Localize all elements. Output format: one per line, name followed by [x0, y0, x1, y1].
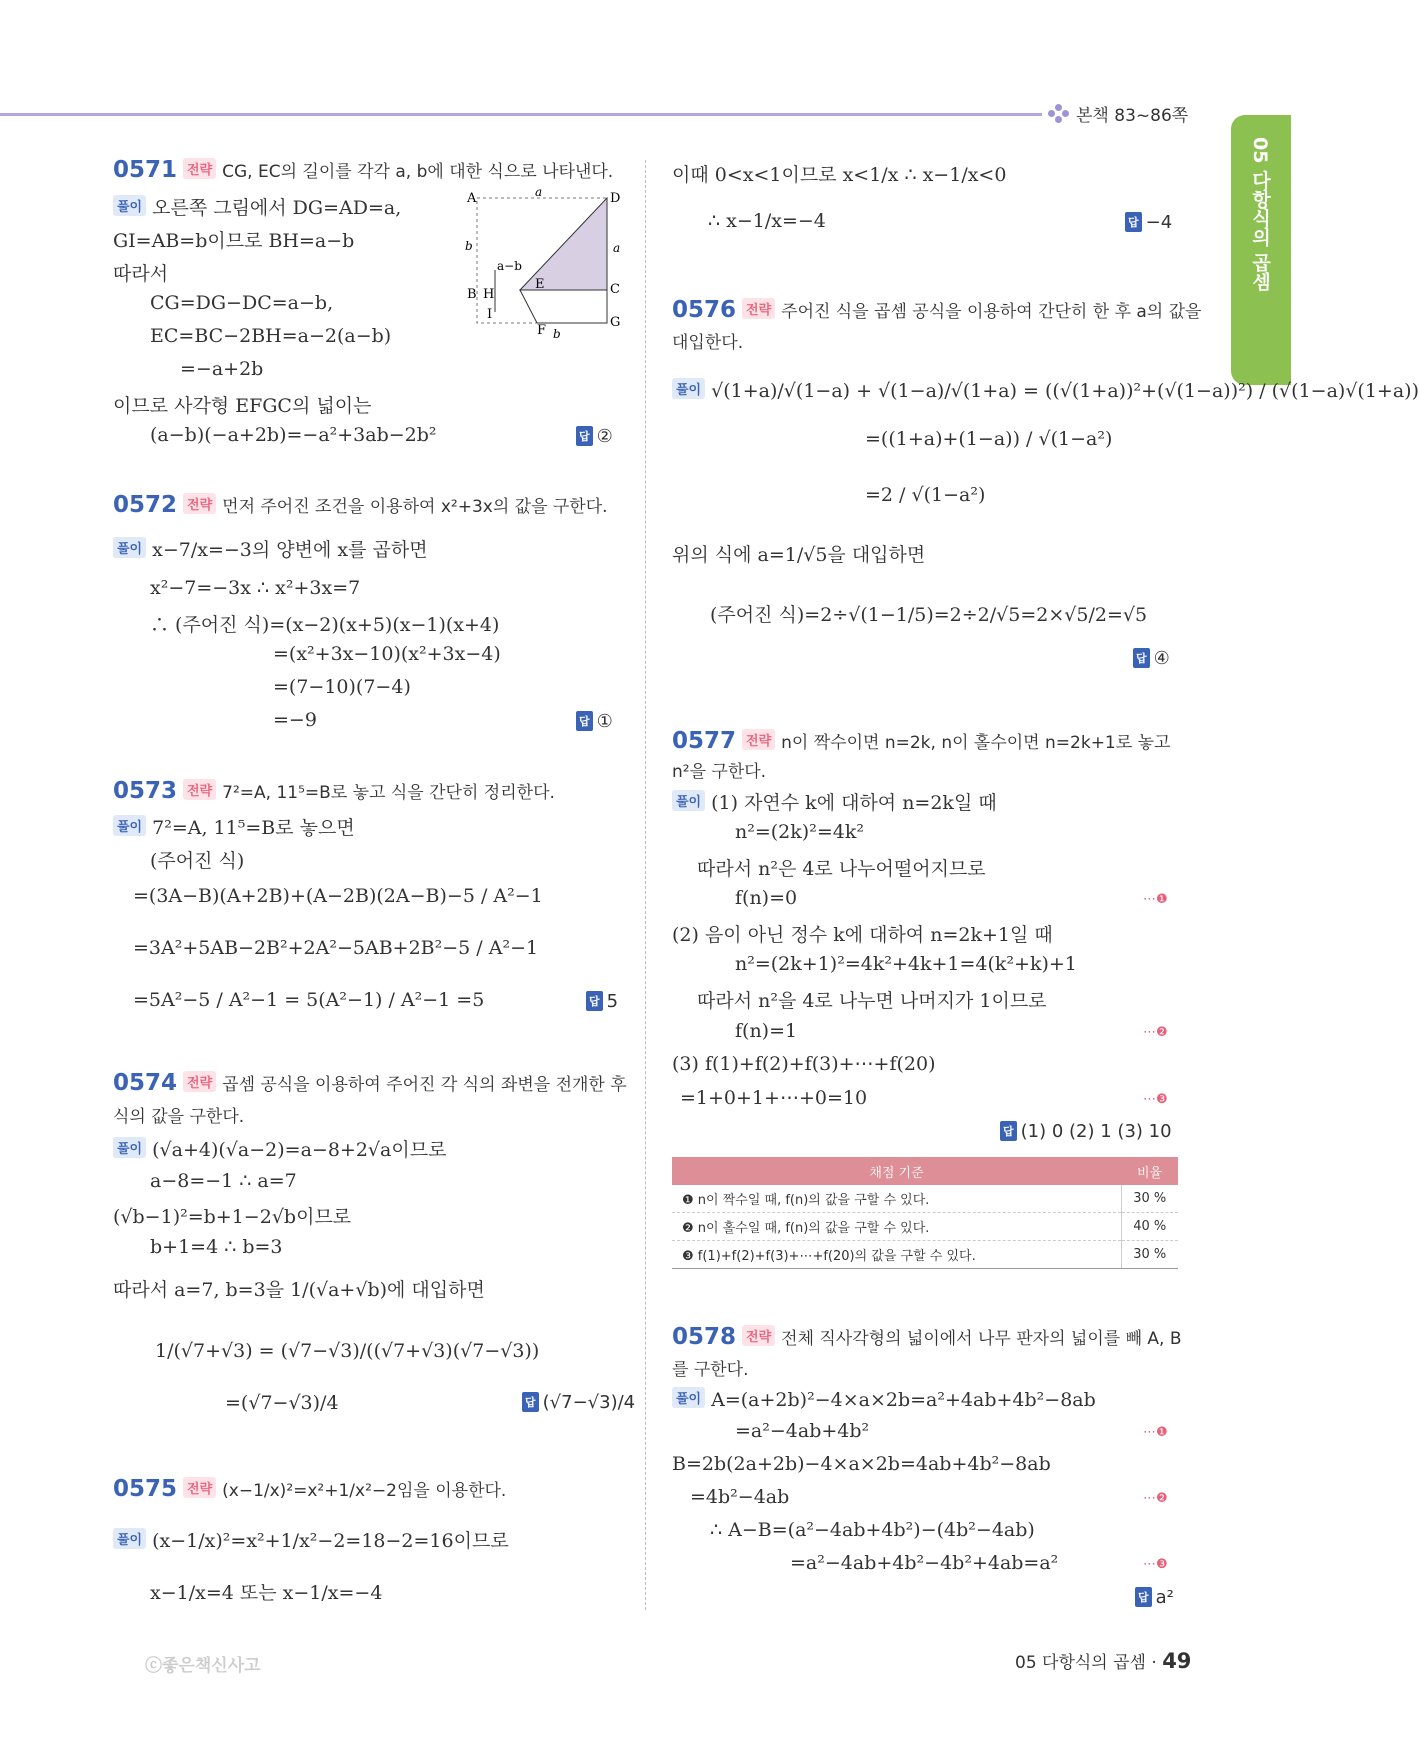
table-row: [672, 1213, 1178, 1241]
label-f-vertex: F: [537, 323, 547, 338]
label-a-vertex: A: [467, 191, 477, 206]
strategy-text: 7²=A, 11⁵=B로 놓고 식을 간단히 정리한다.: [222, 783, 555, 803]
rate-cell: 30 %: [1121, 1241, 1178, 1269]
problem-number: 0576: [672, 297, 737, 323]
solution-line: [672, 1387, 1096, 1411]
solution-line: =(x²+3x−10)(x²+3x−4): [273, 643, 501, 665]
solution-line: x²−7=−3x ∴ x²+3x=7: [150, 577, 361, 599]
problem-number: 0575: [113, 1476, 178, 1502]
solution-line: =((1+a)+(1−a)) / √(1−a²): [865, 428, 1113, 450]
solution-line: =2 / √(1−a²): [865, 484, 986, 506]
step-marker: ⋯❷: [1143, 1491, 1168, 1506]
answer-icon: 답: [1135, 1587, 1152, 1607]
solution-line: (√b−1)²=b+1−2√b이므로: [113, 1206, 352, 1228]
line-text: 오른쪽 그림에서 DG=AD=a,: [152, 197, 402, 219]
problem-number: 0578: [672, 1324, 737, 1350]
strategy-tag: 전략: [183, 493, 216, 514]
answer-mark: [1133, 648, 1170, 669]
step-marker: ⋯❶: [1143, 1425, 1168, 1440]
solution-line: [113, 193, 401, 220]
strategy-text: 곱셈 공식을 이용하여 주어진 각 식의 좌변을 전개한 후: [222, 1075, 627, 1095]
answer-icon: 답: [1133, 648, 1150, 668]
answer-value: ①: [596, 711, 613, 732]
criteria-cell: ❷ n이 홀수일 때, f(n)의 값을 구할 수 있다.: [672, 1213, 1121, 1241]
solution-line: n²=(2k+1)²=4k²+4k+1=4(k²+k)+1: [735, 953, 1077, 975]
solution-line: [113, 1135, 446, 1162]
solution-line: 따라서 n²은 4로 나누어떨어지므로: [697, 858, 986, 880]
strategy-text-cont: n²을 구한다.: [672, 762, 767, 782]
solution-line: (주어진 식)=2÷√(1−1/5)=2÷2/√5=2×√5/2=√5: [710, 604, 1148, 626]
problem-0575-heading: [113, 1476, 506, 1502]
label-h-vertex: H: [483, 287, 495, 302]
copyright: ⓒ좋은책신사고: [145, 1656, 261, 1676]
label-i-vertex: I: [487, 307, 493, 322]
solution-tag: 풀이: [113, 1528, 146, 1549]
strategy-text-cont: 를 구한다.: [672, 1360, 749, 1380]
solution-tag: 풀이: [113, 537, 146, 558]
solution-line: =4b²−4ab: [690, 1486, 790, 1508]
solution-line: =a²−4ab+4b²−4b²+4ab=a²: [790, 1552, 1059, 1574]
strategy-tag: 전략: [183, 158, 216, 179]
strategy-text: 먼저 주어진 조건을 이용하여 x²+3x의 값을 구한다.: [222, 497, 608, 517]
answer-value: −4: [1145, 212, 1173, 233]
table-row: [672, 1241, 1178, 1269]
answer-mark: [522, 1392, 635, 1413]
criteria-cell: ❶ n이 짝수일 때, f(n)의 값을 구할 수 있다.: [672, 1185, 1121, 1213]
line-text: (x−1/x)²=x²+1/x²−2=18−2=16이므로: [152, 1530, 509, 1552]
solution-tag: 풀이: [672, 790, 705, 811]
label-e-vertex: E: [535, 277, 545, 292]
label-b-left: b: [465, 239, 473, 253]
solution-line: [113, 535, 428, 562]
criteria-cell: ❸ f(1)+f(2)+f(3)+⋯+f(20)의 값을 구할 수 있다.: [672, 1241, 1121, 1269]
header-page-ref: [1042, 101, 1194, 126]
label-a-top: a: [535, 185, 543, 199]
problem-number: 0572: [113, 492, 178, 518]
answer-icon: 답: [522, 1392, 539, 1412]
solution-line: =a²−4ab+4b²: [735, 1420, 870, 1442]
answer-mark: [1000, 1121, 1172, 1142]
solution-line: [672, 788, 997, 815]
problem-0574-heading: [113, 1070, 627, 1096]
solution-line: GI=AB=b이므로 BH=a−b: [113, 230, 355, 252]
line-text: √(1+a)/√(1−a) + √(1−a)/√(1+a) = ((√(1+a))²+(√(1−a))²) / (√(1−a)√(1+a)): [711, 380, 1419, 402]
step-marker: ⋯❷: [1143, 1025, 1168, 1040]
line-text: (1) 자연수 k에 대하여 n=2k일 때: [711, 792, 997, 814]
answer-value: (√7−√3)/4: [542, 1392, 636, 1413]
solution-line: CG=DG−DC=a−b,: [150, 292, 334, 314]
strategy-text: n이 짝수이면 n=2k, n이 홀수이면 n=2k+1로 놓고: [781, 733, 1171, 753]
square-diagram: [465, 185, 625, 341]
scoring-header-row: [672, 1157, 1178, 1185]
label-a-right: a: [613, 241, 621, 255]
answer-value: ④: [1153, 648, 1170, 669]
problem-number: 0571: [113, 157, 178, 183]
solution-line: f(n)=1: [735, 1020, 798, 1042]
step-marker: ⋯❸: [1143, 1557, 1168, 1572]
step-marker: ⋯❸: [1143, 1092, 1168, 1107]
solution-line: 1/(√7+√3) = (√7−√3)/((√7+√3)(√7−√3)): [155, 1340, 540, 1362]
answer-icon: 답: [1000, 1121, 1017, 1141]
solution-line: [113, 1526, 509, 1553]
solution-line: (3) f(1)+f(2)+f(3)+⋯+f(20): [672, 1053, 936, 1075]
answer-mark: [586, 991, 618, 1012]
label-b-bottom: b: [553, 327, 561, 341]
page-number: 49: [1162, 1649, 1192, 1673]
strategy-text: 전체 직사각형의 넓이에서 나무 판자의 넓이를 빼 A, B: [781, 1329, 1182, 1349]
problem-0572-heading: [113, 492, 608, 518]
solution-line: =(√7−√3)/4: [225, 1392, 339, 1414]
answer-mark: [576, 426, 613, 447]
column-divider: [645, 160, 646, 1610]
solution-line: 위의 식에 a=1/√5을 대입하면: [672, 544, 926, 566]
problem-0573-heading: [113, 778, 555, 804]
label-d-vertex: D: [610, 191, 621, 206]
strategy-tag: 전략: [742, 298, 775, 319]
solution-line: ∴ (주어진 식)=(x−2)(x+5)(x−1)(x+4): [150, 614, 500, 636]
answer-icon: 답: [586, 991, 603, 1011]
footer-chapter: 05 다항식의 곱셈 ·: [1015, 1653, 1163, 1673]
solution-line: 따라서 n²을 4로 나누면 나머지가 1이므로: [697, 990, 1047, 1012]
rate-cell: 40 %: [1121, 1213, 1178, 1241]
side-tab-label: 05 다항식의 곱셈: [1249, 137, 1271, 291]
strategy-text-cont: 식의 값을 구한다.: [113, 1107, 245, 1127]
solution-tag: 풀이: [113, 1137, 146, 1158]
rate-header: 비율: [1121, 1157, 1178, 1185]
solution-line: =5A²−5 / A²−1 = 5(A²−1) / A²−1 =5: [133, 989, 485, 1011]
problem-0571-heading: [113, 157, 613, 183]
line-text: x−7/x=−3의 양변에 x를 곱하면: [152, 539, 428, 561]
strategy-tag: 전략: [742, 1325, 775, 1346]
solution-tag: 풀이: [113, 815, 146, 836]
solution-tag: 풀이: [672, 1387, 705, 1408]
strategy-text: (x−1/x)²=x²+1/x²−2임을 이용한다.: [222, 1481, 507, 1501]
solution-line: =−a+2b: [180, 358, 264, 380]
solution-line: b+1=4 ∴ b=3: [150, 1236, 283, 1258]
strategy-text-cont: 대입한다.: [672, 333, 744, 353]
solution-line: 따라서: [113, 263, 169, 285]
solution-line: (주어진 식): [150, 850, 245, 872]
table-row: [672, 1185, 1178, 1213]
solution-line: 이므로 사각형 EFGC의 넓이는: [113, 395, 372, 417]
solution-line: f(n)=0: [735, 887, 798, 909]
chapter-side-tab[interactable]: [1231, 115, 1291, 385]
solution-line: =(7−10)(7−4): [273, 676, 411, 698]
answer-icon: 답: [1125, 212, 1142, 232]
header-rule: [0, 113, 1185, 116]
line-text: 7²=A, 11⁵=B로 놓으면: [152, 817, 355, 839]
line-text: A=(a+2b)²−4×a×2b=a²+4ab+4b²−8ab: [711, 1389, 1096, 1411]
problem-0578-heading: [672, 1324, 1182, 1350]
header-ref-text: 본책 83~86쪽: [1076, 106, 1189, 126]
strategy-tag: 전략: [183, 1071, 216, 1092]
solution-line: B=2b(2a+2b)−4×a×2b=4ab+4b²−8ab: [672, 1453, 1051, 1475]
scoring-table: [672, 1157, 1178, 1269]
solution-line: x−1/x=4 또는 x−1/x=−4: [150, 1582, 383, 1604]
solution-line: =1+0+1+⋯+0=10: [680, 1087, 868, 1109]
label-b-vertex: B: [467, 287, 477, 302]
solution-line: a−8=−1 ∴ a=7: [150, 1170, 297, 1192]
solution-line: =(3A−B)(A+2B)+(A−2B)(2A−B)−5 / A²−1: [133, 885, 543, 907]
strategy-tag: 전략: [742, 729, 775, 750]
solution-line: =3A²+5AB−2B²+2A²−5AB+2B²−5 / A²−1: [133, 937, 539, 959]
problem-0577-heading: [672, 728, 1170, 754]
answer-value: a²: [1155, 1587, 1174, 1608]
answer-mark: [576, 711, 613, 732]
strategy-text: CG, EC의 길이를 각각 a, b에 대한 식으로 나타낸다.: [222, 162, 614, 182]
answer-icon: 답: [576, 711, 593, 731]
solution-line: n²=(2k)²=4k²: [735, 821, 864, 843]
solution-tag: 풀이: [113, 195, 146, 216]
solution-line: [672, 378, 1419, 402]
solution-line: 따라서 a=7, b=3을 1/(√a+√b)에 대입하면: [113, 1279, 485, 1301]
answer-value: (1) 0 (2) 1 (3) 10: [1020, 1121, 1172, 1142]
rate-cell: 30 %: [1121, 1185, 1178, 1213]
solution-line: =−9: [273, 709, 317, 731]
solution-tag: 풀이: [672, 378, 705, 399]
criteria-header: 채점 기준: [672, 1157, 1121, 1185]
problem-number: 0573: [113, 778, 178, 804]
flower-dots-icon: [1048, 104, 1070, 124]
label-c-vertex: C: [610, 282, 620, 297]
answer-mark: [1125, 212, 1172, 233]
solution-line: 이때 0<x<1이므로 x<1/x ∴ x−1/x<0: [672, 164, 1007, 186]
label-g-vertex: G: [610, 315, 621, 330]
answer-value: ②: [596, 426, 613, 447]
label-a-minus-b: a−b: [497, 259, 522, 273]
solution-line: EC=BC−2BH=a−2(a−b): [150, 325, 392, 347]
solution-line: ∴ A−B=(a²−4ab+4b²)−(4b²−4ab): [710, 1519, 1035, 1541]
page-footer: [1015, 1648, 1191, 1673]
solution-line: [113, 813, 355, 840]
strategy-text: 주어진 식을 곱셈 공식을 이용하여 간단히 한 후 a의 값을: [781, 302, 1202, 322]
answer-value: 5: [606, 991, 619, 1012]
strategy-tag: 전략: [183, 1477, 216, 1498]
problem-0576-heading: [672, 297, 1201, 323]
line-text: (√a+4)(√a−2)=a−8+2√a이므로: [152, 1139, 447, 1161]
problem-number: 0574: [113, 1070, 178, 1096]
solution-line: ∴ x−1/x=−4: [708, 210, 826, 232]
answer-mark: [1135, 1587, 1174, 1608]
answer-icon: 답: [576, 426, 593, 446]
solution-line: (2) 음이 아닌 정수 k에 대하여 n=2k+1일 때: [672, 924, 1053, 946]
problem-number: 0577: [672, 728, 737, 754]
strategy-tag: 전략: [183, 779, 216, 800]
step-marker: ⋯❶: [1143, 892, 1168, 907]
solution-line: (a−b)(−a+2b)=−a²+3ab−2b²: [150, 424, 437, 446]
